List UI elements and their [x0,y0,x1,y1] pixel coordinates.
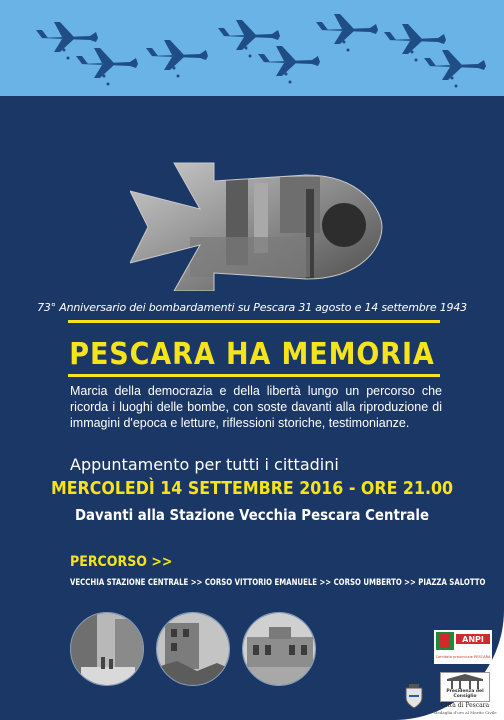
bomb-photo-illustration [130,155,386,291]
anpi-logo-subtext: Comitato provinciale PESCARA [435,655,491,659]
plane-icon [76,48,138,86]
plane-icon [316,14,378,52]
description-line: ricorda i luoghi delle bombe, con soste davanti alla riproduzione di [70,400,442,414]
appointment-text: Appuntamento per tutti i cittadini [70,455,339,474]
plane-icon [36,22,98,60]
event-date-time: MERCOLEDÌ 14 SETTEMBRE 2016 - ORE 21.00 [50,478,454,499]
anpi-logo [434,630,492,664]
historic-photo-street [70,612,144,686]
title-top-rule [68,320,440,323]
city-crest-icon [404,684,424,710]
city-subtitle: Medaglia d'oro al Merito Civile [433,710,497,715]
anniversary-line: 73° Anniversario dei bombardamenti su Pescara 31 agosto e 14 settembre 1943 [37,301,467,314]
anpi-logo-text: ANPI [462,635,484,644]
plane-icon [146,40,208,78]
event-place: Davanti alla Stazione Vecchia Pescara Centrale [74,506,430,524]
route-heading: PERCORSO >> [70,554,173,570]
bomber-planes [0,0,504,96]
page-title: PESCARA HA MEMORIA [69,337,435,372]
plane-icon [218,20,280,58]
event-description [70,383,442,431]
plane-icon [384,24,446,62]
description-line: Marcia della democrazia e della libertà lungo un percorso che [70,384,442,398]
plane-icon [258,46,320,84]
route-stops: VECCHIA STAZIONE CENTRALE >> CORSO VITTORIO EMANUELE >> CORSO UMBERTO >> PIAZZA SALOTTO [70,578,486,588]
historic-photo-station [242,612,316,686]
city-label [432,702,498,716]
plane-icon [424,50,486,88]
historic-photo-ruins [156,612,230,686]
description-line: immagini d'epoca e letture, riflessioni storiche, testimonianze. [70,416,410,430]
presidenza-logo [440,672,490,702]
city-name: Città di Pescara [440,702,490,709]
title-bottom-rule [68,374,440,377]
presidenza-logo-label: Presidenza del Consiglio [446,689,484,699]
